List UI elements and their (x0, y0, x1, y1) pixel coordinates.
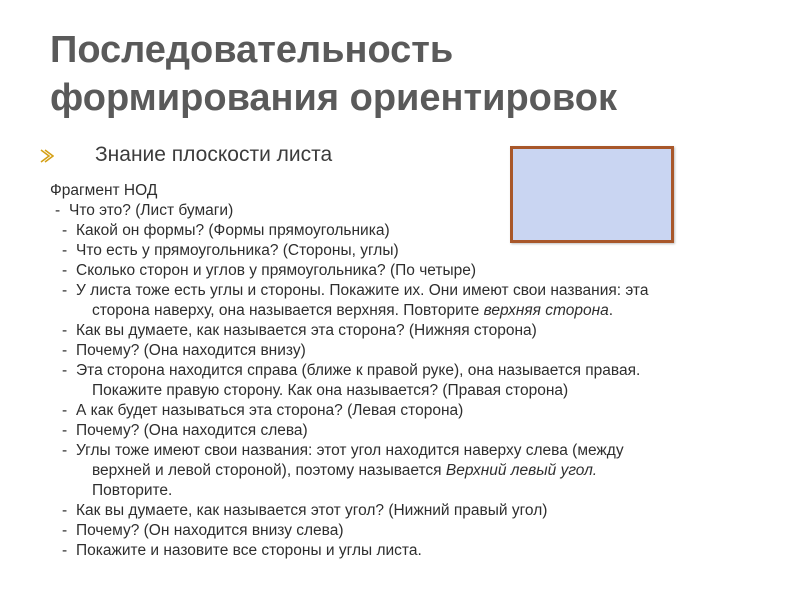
title-line-1: Последовательность (50, 29, 454, 71)
dialog-line: - А как будет называться эта сторона? (Левая сторона) (62, 402, 464, 419)
dash: - (62, 542, 68, 559)
page-title (50, 26, 770, 122)
dash: - (55, 202, 61, 219)
dash: - (62, 402, 68, 419)
dash: - (62, 522, 68, 539)
dialog-line: - Покажите и назовите все стороны и углы листа. (62, 542, 422, 559)
dash: - (62, 362, 68, 379)
dialog-line: - Какой он формы? (Формы прямоугольника) (62, 222, 390, 239)
dash: - (62, 262, 68, 279)
dash: - (62, 442, 68, 459)
dash: - (62, 422, 68, 439)
title-line-2: формирования ориентировок (50, 77, 617, 119)
dialog-line: - Сколько сторон и углов у прямоугольника? (По четыре) (62, 262, 477, 279)
dialog-line: - Почему? (Она находится внизу) (62, 342, 306, 359)
dash: - (62, 502, 68, 519)
dialog-line: - Эта сторона находится справа (ближе к правой руке), она называется правая. Покажите правую сторону. Как она называется? (Правая сторона) (62, 362, 641, 399)
dialog-line: - Почему? (Она находится слева) (62, 422, 308, 439)
dialog-line: - Что есть у прямоугольника? (Стороны, углы) (62, 242, 399, 259)
dialog-line: - Как вы думаете, как называется этот угол? (Нижний правый угол) (62, 502, 548, 519)
dash: - (62, 242, 68, 259)
highlighted-term: верхняя сторона (483, 302, 609, 319)
bullet-text: Знание плоскости листа (95, 143, 333, 166)
dialog-line: - Как вы думаете, как называется эта сторона? (Нижняя сторона) (62, 322, 537, 339)
dialog-line: - У листа тоже есть углы и стороны. Покажите их. Они имеют свои названия: эта сторона наверху, она называется верхняя. Повторите верхняя сторона. (62, 282, 649, 319)
dialog-line: - Углы тоже имеют свои названия: этот угол находится наверху слева (между верхней и левой стороной), поэтому называется Верхний левый угол. Повторите. (62, 442, 624, 499)
decorative-arrow-icon (40, 146, 54, 160)
dialog-line: - Что это? (Лист бумаги) (55, 202, 234, 219)
dash: - (62, 342, 68, 359)
highlighted-term: Верхний левый угол. (445, 462, 598, 479)
dialog-line: - Почему? (Он находится внизу слева) (62, 522, 344, 539)
dash: - (62, 322, 68, 339)
dash: - (62, 282, 68, 299)
lesson-fragment (50, 181, 750, 561)
fragment-heading: Фрагмент НОД (50, 182, 158, 199)
dash: - (62, 222, 68, 239)
